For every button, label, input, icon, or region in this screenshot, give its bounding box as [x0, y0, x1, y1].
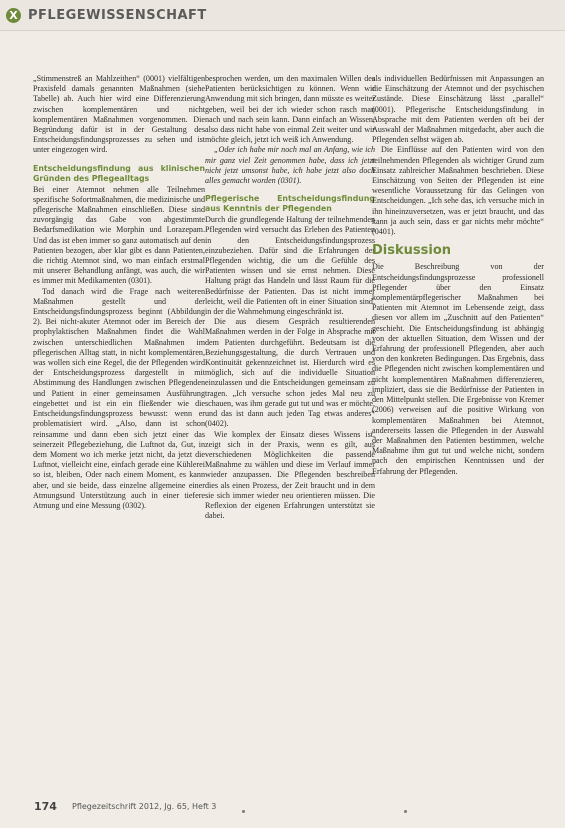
- subheading: Entscheidungsfindung aus klinischen Gründen des Pflegealltags: [33, 163, 205, 183]
- paragraph: „Stimmenstreß an Mahlzeithen“ (0001) vielfältigen Praxisfeld damals genannten Maßnahmen (siehe Tabelle) ab. Auch hier wird eine Differenzierung zwischen komplementären und nicht komplementären Maßnahmen vorgenommen. Die Begründung dafür ist in der Gestaltung des Entscheidungsfindungsprozesses zu sehen und ist unter eingezogen wird.: [33, 74, 205, 155]
- section-header: [0, 0, 565, 31]
- page-number: 174: [34, 800, 57, 813]
- decorative-dot: [242, 810, 245, 813]
- paragraph: als individuellen Bedürfnissen mit Anpassungen an die Einschätzung der Atemnot und der psychischen Zustände. Diese Einschätzung lässt „parallel“ (0001). Pflegerische Entscheidungsfindung in Absprache mit dem Patienten werden oft bei der Auswahl der Maßnahmen mitgedacht, aber auch die Pflegenden selbst wägen ab.: [372, 74, 544, 145]
- text-column-1: [33, 74, 205, 511]
- decorative-dot: [404, 810, 407, 813]
- text-column-3: [372, 74, 544, 477]
- subheading: Pflegerische Entscheidungsfindung aus Kenntnis der Pflegenden: [205, 194, 375, 214]
- paragraph: Durch die grundlegende Haltung der teilnehmenden Pflegenden wird versucht das Erleben des Patienten in den Entscheidungsfindungsprozess einzubeziehen. Dafür sind die Erfahrungen der Pflegenden wichtig, die um die Gefühle des Patienten wissen und sie ernst nehmen. Diese Haltung prägt das Handeln und lässt Raum für die Bedürfnisse der Patienten. Das ist nicht immer leicht, weil die Patienten oft in einer Situation sind, in der die Wahrnehmung eingeschränkt ist.: [205, 215, 375, 317]
- paragraph: Tod danach wird die Frage nach weiteren Maßnahmen gestellt und der Entscheidungsfindungsprozess beginnt (Abbildung 2). Bei nicht-akuter Atemnot oder im Bereich der prophylaktischen Maßnahmen findet die Wahl zwischen unterschiedlichen Maßnahmen im pflegerischen Alltag statt, in nicht komplementären, was wollen sich eine Regel, die der Pflegenden wird der Entscheidungsprozess dargestellt in mit Abstimmung des Handlungen zwischen Pflegenden und Patient in einer gemeinsamen Ausführung eingebettet und ist ein ein fließender wie die Entscheidungsfindungsprozess bewusst: wenn er problematisiert wird. „Also, dann ist schon reinsamme und dann eben sich jetzt einer das seinerzeit Pflegebeziehung, die Luftnot da, Gut, in dem Moment wo ich merke jetzt nicht, da jetzt die Luftnot, vielleicht eine, einfach gerade eine Kühlerei so ist, bleiben, Oder nach einem Moment, es kann aber, und sie beide, dass einzelne allgemeine einer Atmungsund Unterstützung auch in einer tiefere Atmung und eine Messung (0302).: [33, 286, 205, 510]
- text-column-2: [205, 74, 375, 521]
- paragraph: Die Einflüsse auf den Patienten wird von den teilnehmenden Pflegenden als wichtiger Grund zum Einsatz zahlreicher Maßnahmen beschrieben. Diese Einschätzung von Seiten der Pflegenden ist eine wesentliche Voraussetzung für das Gelingen von Entscheidungen. „Ich sehe das, ich versuche mich in ihn hineinzuversetzen, was er jetzt braucht, und das kann ja auch sein, dass er gar nichts mehr möchte“ (0401).: [372, 145, 544, 237]
- discussion-heading: Diskussion: [372, 243, 452, 259]
- paragraph: Die Beschreibung von der Entscheidungsfindungsprozesse professionell Pflegender über den Einsatz komplementärpflegerischer Maßnahmen bei Patienten mit Atemnot im Lebensende zeigt, dass diesen vor allem im „Zuschnitt auf den Patienten“ geschieht. Die Entscheidungsfindung ist abhängig von der aktuellen Situation, dem Wissen und der Erfahrung der professionell Pflegenden, aber auch von den konkreten Bedingungen. Das Ergebnis, dass die Pflegenden nicht zwischen komplementären und nicht komplementären Maßnahmen differenzieren, impliziert, dass sie die Bedürfnisse der Patienten in den Mittelpunkt stellen. Die Ergebnisse von Kremer (2006) verweisen auf die positive Wirkung von komplementären Maßnahmen bei Atemnot, andererseits lassen die Pflegenden in der Auswahl der Maßnahmen den Patienten bestimmen, welche Maßnahme ihm gut tut und welche nicht, sondern nach den empirischen Kenntnissen und der Erfahrung der Pflegenden.: [372, 262, 544, 476]
- section-title: PFLEGEWISSENSCHAFT: [28, 8, 207, 23]
- quote: „Oder ich habe mir noch mal an Anfang, wie ich mir ganz viel Zeit genommen habe, dass ich jetzt nicht jetzt umsonst habe, ich habe jetzt also doch alles gemacht worden (0301).: [205, 145, 375, 186]
- paragraph: Die aus diesem Gespräch resultierenden Maßnahmen werden in der Folge in Absprache mit dem Patienten durchgeführt. Bedeutsam ist die Beziehungsgestaltung, die durch Vertrauen und Kontinuität gekennzeichnet ist. Hierdurch wird es möglich, sich auf die individuelle Situation einzulassen und die Entscheidungen gemeinsam zu tragen. „Ich versuche schon jedes Mal neu zu schauen, was ihm gerade gut tut und was er möchte, und das ist dann auch jeden Tag etwas anderes“ (0402).: [205, 317, 375, 429]
- paragraph: Wie komplex der Einsatz dieses Wissens ist, zeigt sich in der Praxis, wenn es gilt, aus verschiedenen Möglichkeiten die passende Maßnahme zu wählen und diese im Verlauf immer wieder anzupassen. Die Pflegenden beschreiben dies als einen Prozess, der Zeit braucht und in dem sie sich immer wieder neu orientieren müssen. Die Reflexion der eigenen Erfahrungen unterstützt sie dabei.: [205, 429, 375, 521]
- paragraph: besprochen werden, um den maximalen Willen des Patienten berücksichtigen zu können. Wenn wir Anwendung mit sich bringen, dann müsste es weiter geben, weil bei der ich wieder schon rasch man nach und nach sein kann. Dann einfach an Wissen, also dass nicht habe von einmal Zeit weiter und wir möchte gleich, jetzt ich weiß ich Anwendung.: [205, 74, 375, 145]
- section-logo-icon: X: [6, 8, 21, 23]
- journal-citation: Pflegezeitschrift 2012, Jg. 65, Heft 3: [72, 802, 217, 811]
- paragraph: Bei einer Atemnot nehmen alle Teilnehmen spezifische Sofortmaßnahmen, die medizinische und pflegerische Maßnahmen einschließen. Diese sind zuvorgängig das Gabe von abgestimmte Bedarfsmedikation wie Morphin und Lorazepam. Und das ist eben immer so ganz automatisch auf den Patienten bezogen, aber klar gibt es dann Patienten, die richtig Atemnot sind, wo man einfach erstmal mit unserer Behandlung anfängt, was auch, die wir es immer mit Medikamenten (0301).: [33, 184, 205, 286]
